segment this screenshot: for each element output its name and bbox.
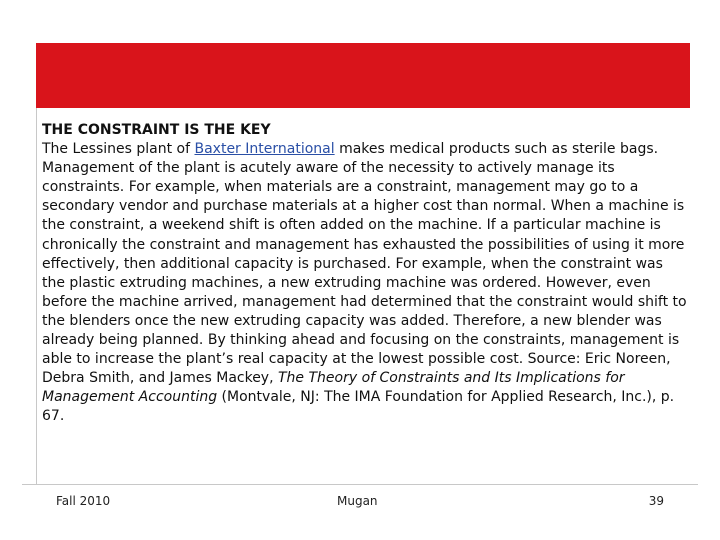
source-prefix: Source: Eric Noreen, Debra Smith, and James Mackey, <box>42 351 671 387</box>
footer-date: Fall 2010 <box>56 494 111 508</box>
source-title: The Theory of Constraints and Its Implications for Management Accounting <box>42 370 625 406</box>
title-banner <box>36 43 690 108</box>
footer-page-number: 39 <box>648 494 664 508</box>
slide-content <box>42 121 690 427</box>
source-suffix: (Montvale, NJ: The IMA Foundation for Applied Research, Inc.), p. 67. <box>42 389 675 425</box>
body-text-main: makes medical products such as sterile bags. Management of the plant is acutely aware of the necessity to actively manage its constraints. For example, when materials are a constraint, management may go to a secondary vendor and purchase materials at a higher cost than normal. When a machine is the constraint, a weekend shift is often added on the machine. If a particular machine is chronically the constraint and management has exhausted the possibilities of using it more effectively, then additional capacity is purchased. For example, when the constraint was the plastic extruding machines, a new extruding machine was ordered. However, even before the machine arrived, management had determined that the constraint would shift to the blenders once the new extruding capacity was added. Therefore, a new blender was already being planned. By thinking ahead and focusing on the constraints, management is able to increase the plant’s real capacity at the lowest possible cost. <box>42 141 687 368</box>
left-divider <box>36 108 37 485</box>
footer-author: Mugan <box>337 494 378 508</box>
footer-divider <box>22 484 698 485</box>
slide-title: THE CONSTRAINT IS THE KEY <box>42 122 271 138</box>
body-text-intro: The Lessines plant of <box>42 141 195 158</box>
company-link[interactable]: Baxter International <box>194 141 335 158</box>
